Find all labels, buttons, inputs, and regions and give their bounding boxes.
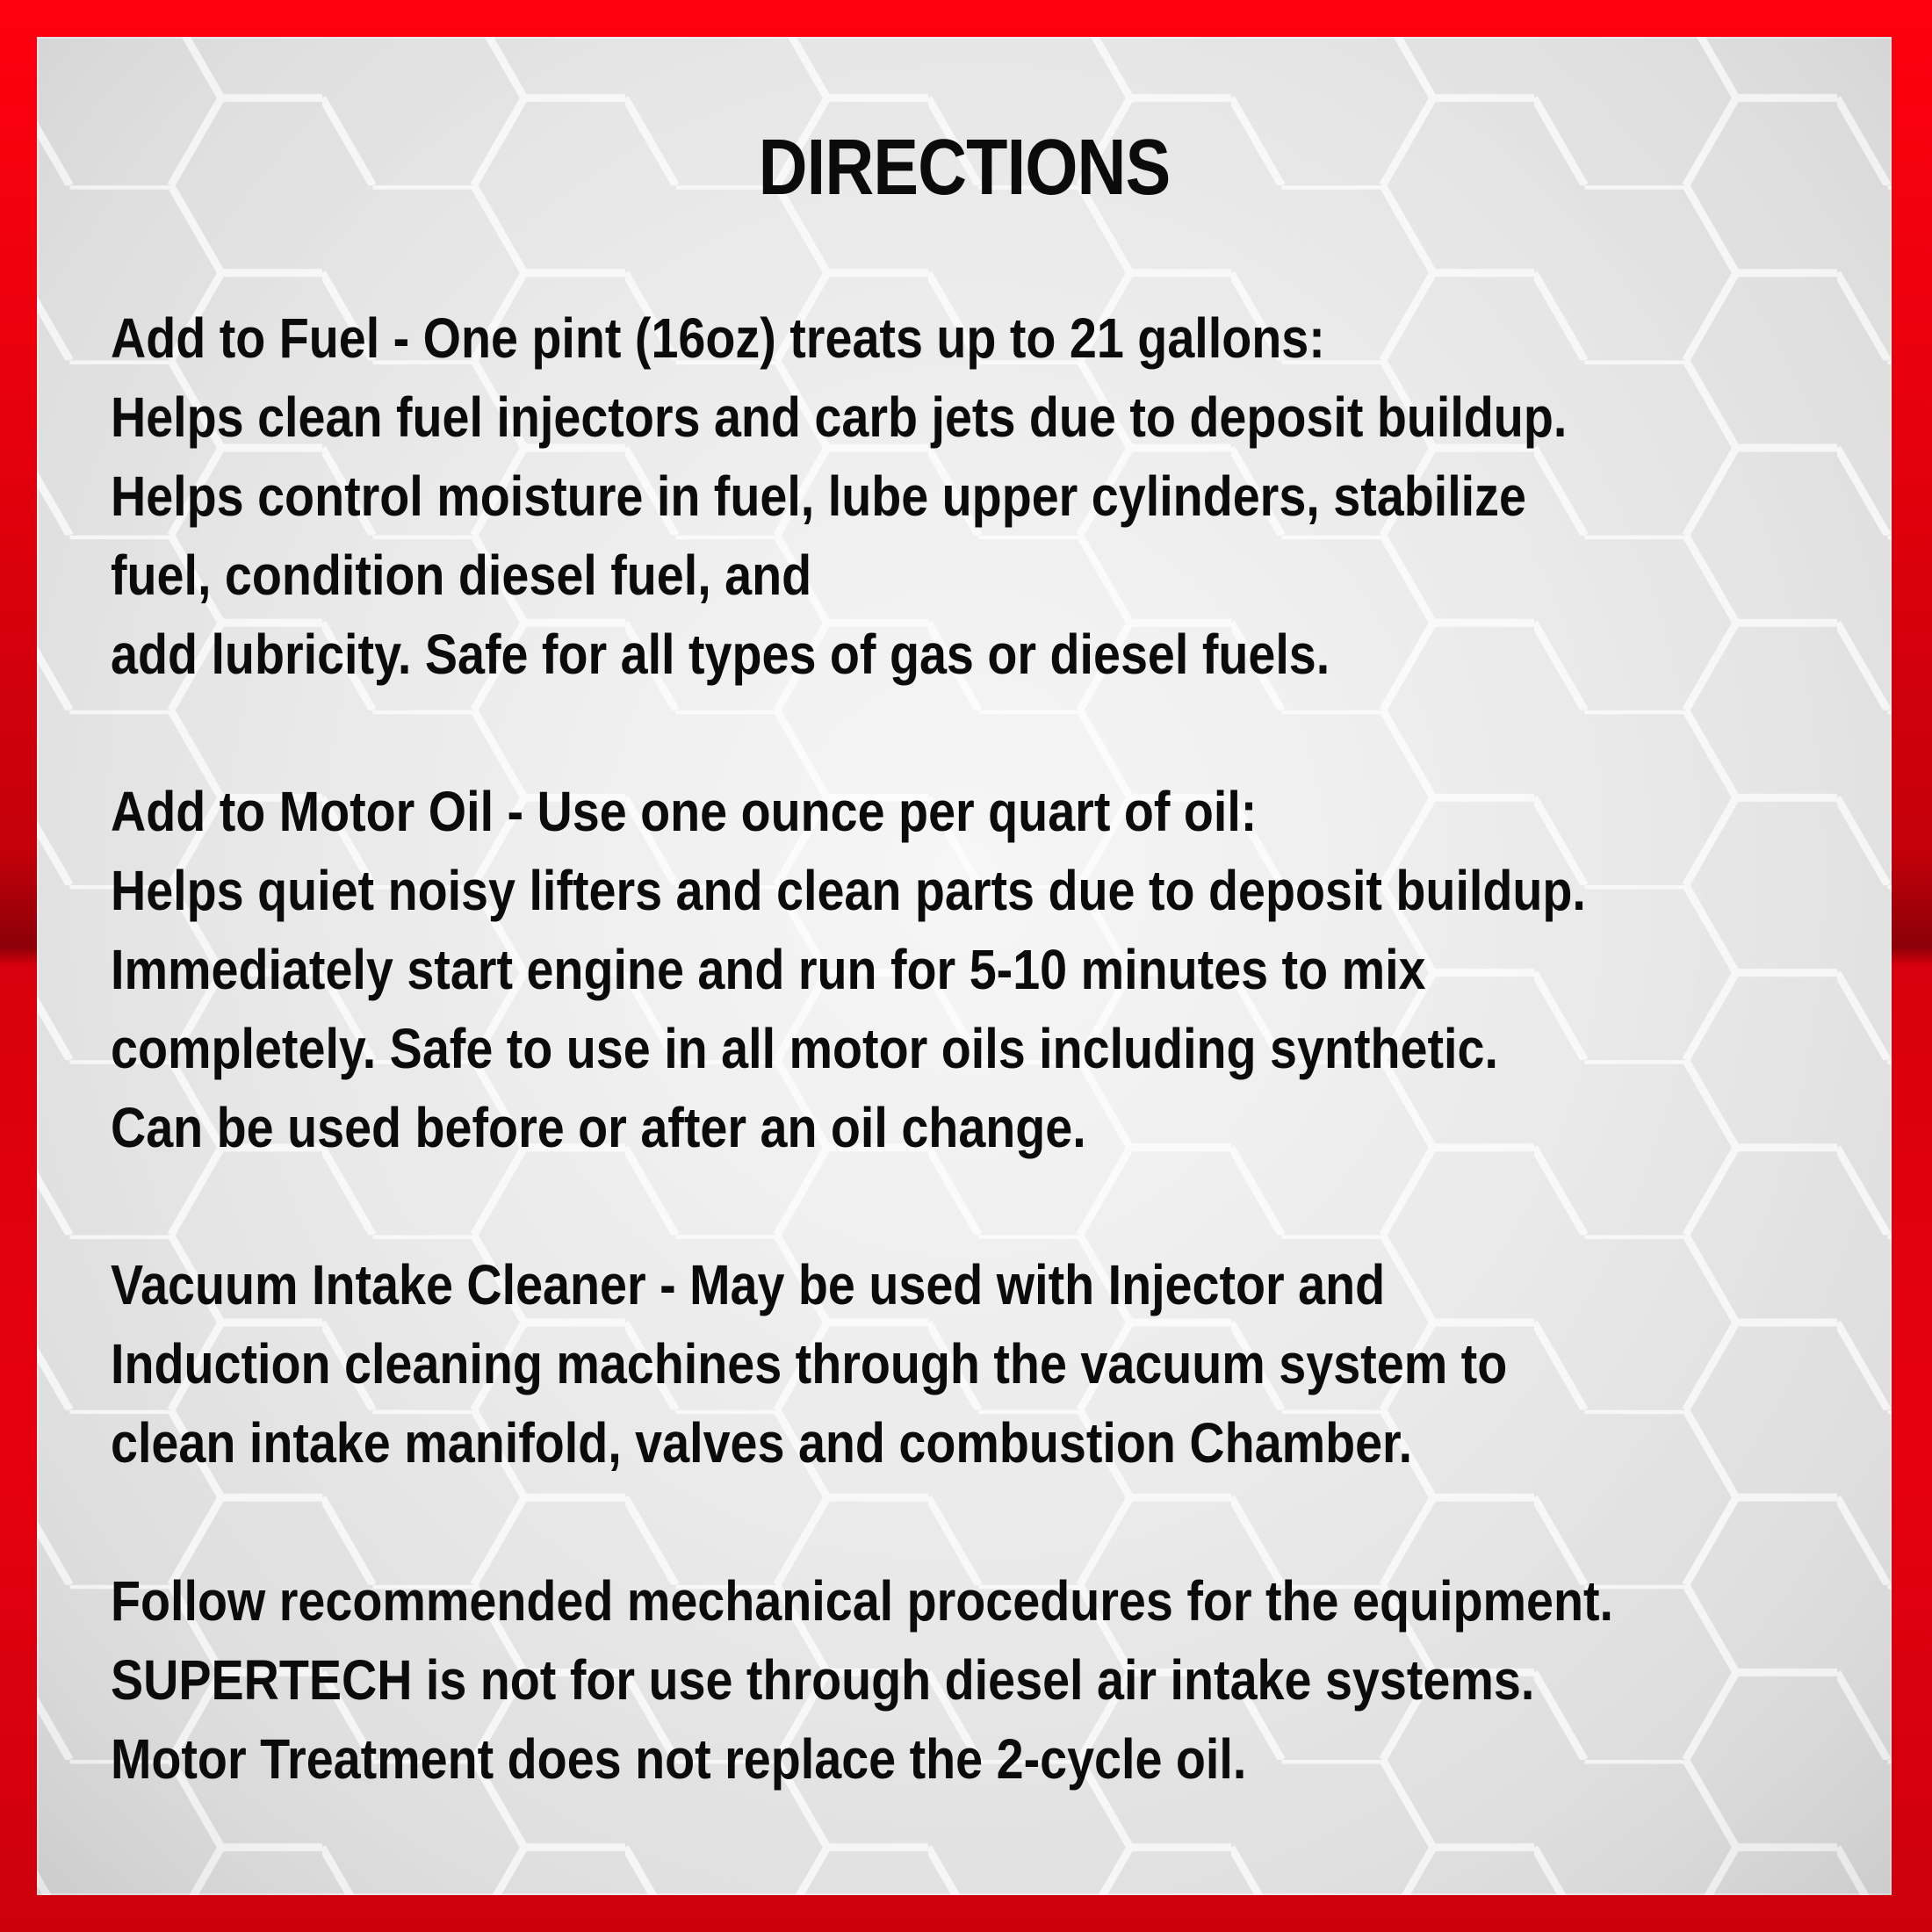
motor-oil-line: Can be used before or after an oil change. [111,1096,1086,1159]
fuel-line: fuel, condition diesel fuel, and [111,544,812,607]
procedures-note-line: SUPERTECH is not for use through diesel air intake systems. [111,1648,1535,1712]
motor-oil-heading: Add to Motor Oil - Use one ounce per quart of oil: [111,780,1258,843]
fuel-line: Helps clean fuel injectors and carb jets due to deposit buildup. [111,386,1568,449]
fuel-section [111,299,1868,694]
vacuum-intake-section [111,1245,1868,1482]
procedures-note-section [111,1561,1868,1799]
motor-oil-line: Helps quiet noisy lifters and clean parts due to deposit buildup. [111,859,1586,922]
vacuum-intake-line: clean intake manifold, valves and combustion Chamber. [111,1411,1413,1474]
fuel-line: Helps control moisture in fuel, lube upper cylinders, stabilize [111,465,1526,528]
vacuum-intake-line: Induction cleaning machines through the vacuum system to [111,1332,1508,1395]
fuel-heading: Add to Fuel - One pint (16oz) treats up to 21 gallons: [111,306,1325,370]
vacuum-intake-heading: Vacuum Intake Cleaner - May be used with Injector and [111,1253,1386,1316]
motor-oil-line: completely. Safe to use in all motor oils including synthetic. [111,1017,1498,1080]
procedures-note-line: Motor Treatment does not replace the 2-cycle oil. [111,1727,1247,1791]
motor-oil-line: Immediately start engine and run for 5-10 minutes to mix [111,938,1426,1001]
motor-oil-section [111,772,1868,1167]
fuel-line: add lubricity. Safe for all types of gas or diesel fuels. [111,623,1330,686]
page-title: DIRECTIONS [758,124,1171,212]
procedures-note-line: Follow recommended mechanical procedures for the equipment. [111,1569,1613,1633]
directions-panel [37,37,1892,1895]
